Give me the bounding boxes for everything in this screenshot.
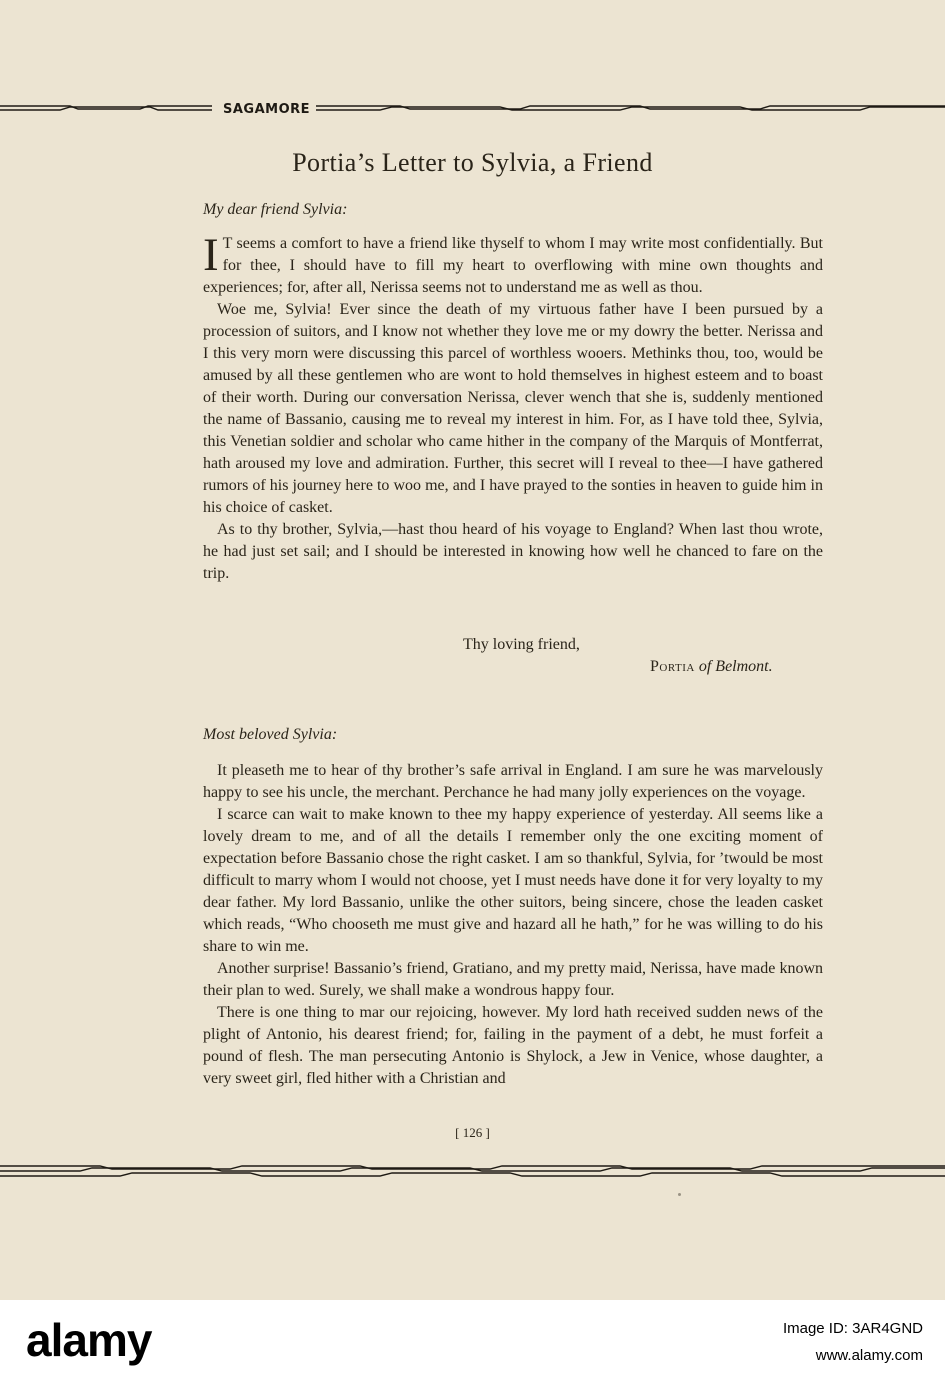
- watermark-url: www.alamy.com: [815, 1347, 923, 1364]
- drop-cap: I: [203, 229, 219, 281]
- running-header: SAGAMORE: [217, 100, 316, 120]
- letter-1-paragraph-3: As to thy brother, Sylvia,—hast thou heard of his voyage to England? When last thou wrote, he had just set sail; and I should be interested in knowing how well he chanced to fare on the trip.: [203, 521, 823, 582]
- signature-name: Portia: [650, 658, 695, 675]
- paper-speck: [678, 1193, 681, 1196]
- header-ornamental-rule: [0, 96, 945, 122]
- article-title: Portia’s Letter to Sylvia, a Friend: [292, 148, 653, 177]
- letter-2-paragraph-2: I scarce can wait to make known to thee my happy experience of yesterday. All seems like a lovely dream to me, and of all the details I remember only the one exciting moment of expectation before Bassanio chose the right casket. I am so thankful, Sylvia, for ’twould be most difficult to marry whom I would not choose, yet I must needs have done it for very loyalty to my dear father. My lord Bassanio, unlike the other suitors, being sincere, chose the leaden casket which reads, “Who chooseth me must give and hazard all he hath,” for he was willing to do his share to win me.: [203, 806, 823, 955]
- letter-2-paragraph-3: Another surprise! Bassanio’s friend, Gratiano, and my pretty maid, Nerissa, have made known their plan to wed. Surely, we shall make a wondrous happy four.: [203, 960, 823, 999]
- letter-2-paragraph-4: There is one thing to mar our rejoicing, however. My lord hath received sudden news of the plight of Antonio, his dearest friend; for, failing in the payment of a debt, he must forfeit a pound of flesh. The man persecuting Antonio is Shylock, a Jew in Venice, whose daughter, a very sweet girl, fled hither with a Christian and: [203, 1004, 823, 1087]
- letter-1-closing: Thy loving friend,: [463, 636, 580, 653]
- footer-ornamental-rule: [0, 1158, 945, 1184]
- letter-2-body: [203, 760, 823, 1090]
- letter-2-paragraph-1: It pleaseth me to hear of thy brother’s safe arrival in England. I am sure he was marvelously happy to see his uncle, the merchant. Perchance he had many jolly experiences on the voyage.: [203, 762, 823, 801]
- signature-place: of Belmont.: [698, 658, 773, 675]
- letter-1-body: [203, 229, 823, 585]
- page-number: [ 126 ]: [455, 1125, 490, 1140]
- letter-1-salutation: My dear friend Sylvia:: [203, 201, 348, 218]
- letter-2-salutation: Most beloved Sylvia:: [203, 726, 338, 743]
- letter-1-signature: [650, 658, 773, 676]
- letter-1-paragraph-1-text: T seems a comfort to have a friend like thyself to whom I may write most confidentially. But for thee, I should have to fill my heart to overflowing with mine own thoughts and experiences; for, after all, Nerissa seems not to understand me as well as thou.: [203, 235, 823, 296]
- letter-1-paragraph-2: Woe me, Sylvia! Ever since the death of my virtuous father have I been pursued by a procession of suitors, and I know not whether they love me or my dowry the better. Nerissa and I this very morn were discussing this parcel of worthless wooers. Methinks thou, too, would be amused by all these gentlemen who are wont to hold themselves in highest esteem and to boast of their worth. During our conversation Nerissa, clever wench that she is, suddenly mentioned the name of Bassanio, causing me to reveal my interest in him. For, as I have told thee, Sylvia, this Venetian soldier and scholar who came hither in the company of the Marquis of Montferrat, hath aroused my love and admiration. Further, this secret will I reveal to thee—I have gathered rumors of his journey here to woo me, and I have prayed to the sonties in heaven to guide him in his choice of casket.: [203, 301, 823, 516]
- watermark-logo: alamy: [26, 1314, 152, 1366]
- watermark-image-id: Image ID: 3AR4GND: [782, 1320, 923, 1337]
- letter-1-paragraph-1: [203, 229, 823, 299]
